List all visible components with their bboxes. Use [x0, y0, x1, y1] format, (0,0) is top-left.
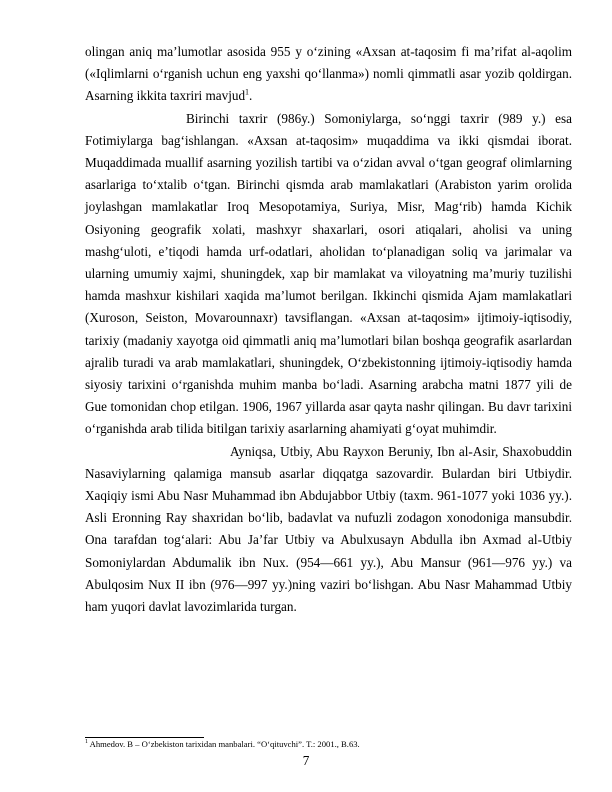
footnote	[85, 739, 572, 750]
footnote-separator	[85, 737, 204, 738]
footnote-reference[interactable]: 1	[245, 88, 250, 98]
footnote-text: Ahmedov. B – O‘zbekiston tarixidan manbalari. “O‘qituvchi”. T.: 2001., B.63.	[88, 739, 360, 749]
paragraph-1	[85, 41, 572, 108]
paragraph-2: Birinchi taxrir (986y.) Somoniylarga, so‘nggi taxrir (989 y.) esa Fotimiylarga bag‘ishlangan. «Axsan at-taqosim» muqaddima va ikki qismdai iborat. Muqaddimada muallif asarning yozilish tartibi va o‘zidan avval o‘tgan geograf olimlarning asarlariga to‘xtalib o‘tgan. Birinchi qismda arab mamlakatlari (Arabiston yarim orolida joylashgan mamlakatlar Iroq Mesopotamiya, Suriya, Misr, Mag‘rib) hamda Kichik Osiyoning geografik xolati, mashxyr shaxarlari, osori atiqalari, aholisi va uning mashg‘uloti, e’tiqodi hamda urf-odatlari, aholidan to‘planadigan soliq va jarimalar va ularning umumiy xajmi, shuningdek, xap bir mamlakat va viloyatning ma’muriy tuzilishi hamda mashxur kishilari xaqida ma’lumot berilgan. Ikkinchi qismida Ajam mamlakatlari (Xuroson, Seiston, Movarounnaxr) tavsiflangan. «Axsan at-taqosim» ijtimoiy-iqtisodiy, tarixiy (madaniy xayotga oid qimmatli aniq ma’lumotlari bilan boshqa geografik asarlardan ajralib turadi va arab mamlakatlari, shuningdek, O‘zbekistonning ijtimoiy-iqtisodiy hamda siyosiy tarixini o‘rganishda muhim manba bo‘ladi. Asarning arabcha matni 1877 yili de Gue tomonidan chop etilgan. 1906, 1967 yillarda asar qayta nashr qilingan. Bu davr tarixini o‘rganishda arab tilida bitilgan tarixiy asarlarning ahamiyati g‘oyat muhimdir.	[85, 110, 572, 437]
paragraph-3: Ayniqsa, Utbiy, Abu Rayxon Beruniy, Ibn al-Asir, Shaxobuddin Nasaviylarning qalamiga mansub asarlar diqqatga sazovardir. Bulardan biri Utbiydir. Xaqiqiy ismi Abu Nasr Muhammad ibn Abdujabbor Utbiy (taxm. 961-1077 yoki 1036 yy.). Asli Eronning Ray shaxridan bo‘lib, badavlat va nufuzli zodagon xonodoniga mansubdir. Ona tarafdan tog‘alari: Abu Ja’far Utbiy va Abulxusayn Abdulla ibn Axmad al-Utbiy Somoniylardan Abdumalik ibn Nux. (954—661 yy.), Abu Mansur (961—976 yy.) va Abulqosim Nux II ibn (976—997 yy.)ning vaziri bo‘lishgan. Abu Nasr Mahammad Utbiy ham yuqori davlat lavozimlarida turgan.	[85, 443, 572, 615]
body-text	[85, 41, 572, 618]
paragraph-1-end: .	[249, 88, 253, 104]
footnote-marker: 1	[85, 739, 88, 746]
paragraph-1-text: olingan aniq ma’lumotlar asosida 955 y o‘zining «Axsan at-taqosim fi ma’rifat al-aqolim («Iqlimlarni o‘rganish uchun eng yaxshi qo‘llanma») nomli qimmatli asar yozib qoldirgan. Asarning ikkita taxriri mavjud	[85, 44, 572, 104]
page-number: 7	[302, 753, 310, 768]
